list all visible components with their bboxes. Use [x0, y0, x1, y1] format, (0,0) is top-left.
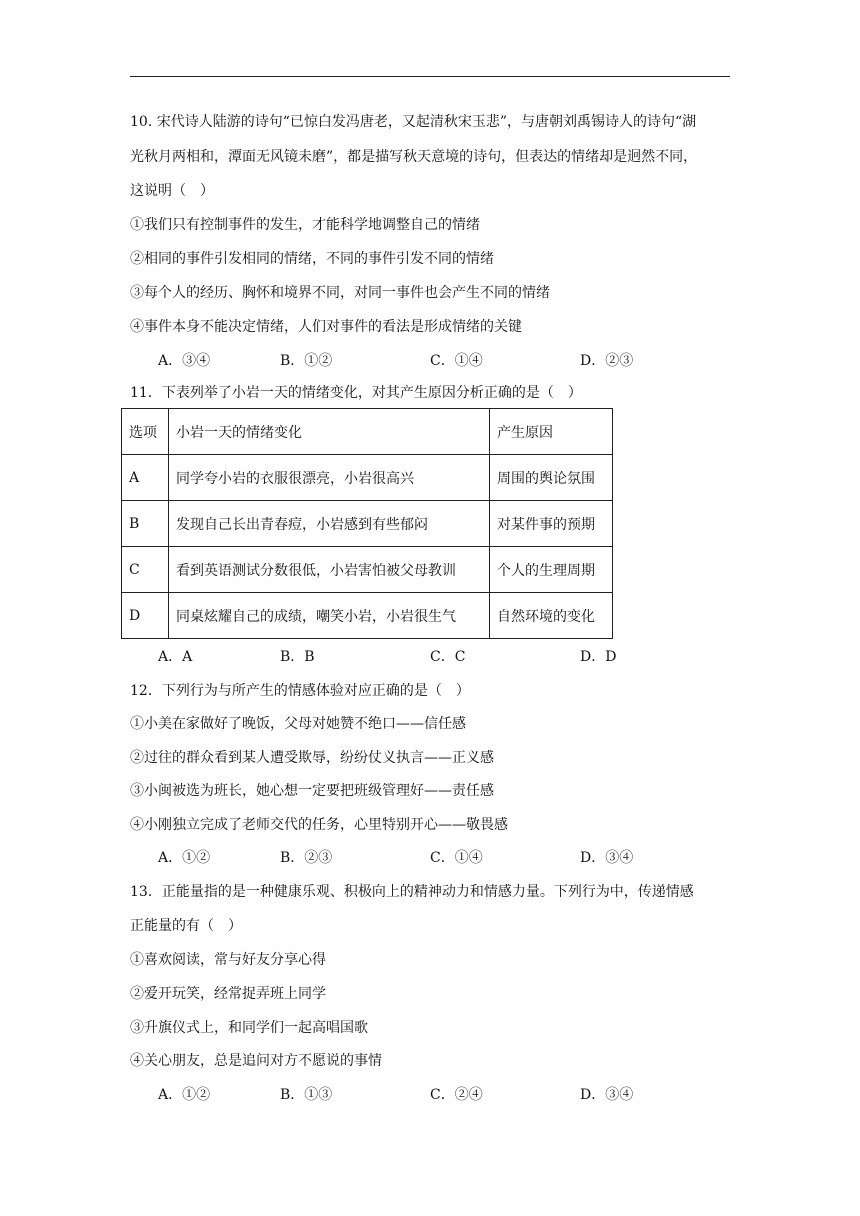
q12-option-a[interactable]: A．①② [158, 850, 211, 866]
table-cell: A [122, 455, 169, 501]
q13-stem-line-1: 13．正能量指的是一种健康乐观、积极向上的精神动力和情感力量。下列行为中，传递情感 [130, 884, 694, 900]
table-row [122, 593, 613, 639]
table-cell: 同桌炫耀自己的成绩，嘲笑小岩，小岩很生气 [169, 593, 490, 639]
q13-option-b[interactable]: B．①③ [280, 1087, 333, 1103]
q13-item-3: ③升旗仪式上，和同学们一起高唱国歌 [130, 1020, 368, 1036]
q12-item-2: ②过往的群众看到某人遭受欺辱，纷纷仗义执言——正义感 [130, 750, 494, 766]
table-row [122, 455, 613, 501]
q13-item-4: ④关心朋友，总是追问对方不愿说的事情 [130, 1053, 382, 1069]
header-rule [130, 76, 730, 77]
table-cell: 同学夸小岩的衣服很漂亮，小岩很高兴 [169, 455, 490, 501]
table-cell: C [122, 547, 169, 593]
table-header-cell: 产生原因 [490, 409, 613, 455]
table-row [122, 547, 613, 593]
q12-option-b[interactable]: B．②③ [280, 850, 333, 866]
q11-stem: 11．下表列举了小岩一天的情绪变化，对其产生原因分析正确的是（ ） [130, 385, 582, 401]
table-cell: 看到英语测试分数很低，小岩害怕被父母教训 [169, 547, 490, 593]
q10-item-2: ②相同的事件引发相同的情绪，不同的事件引发不同的情绪 [130, 251, 494, 267]
q13-option-a[interactable]: A．①② [158, 1087, 211, 1103]
q10-option-a[interactable]: A．③④ [158, 353, 211, 369]
q13-stem-line-2: 正能量的有（ ） [130, 918, 242, 934]
q10-option-d[interactable]: D．②③ [580, 353, 634, 369]
q12-stem: 12．下列行为与所产生的情感体验对应正确的是（ ） [130, 683, 470, 699]
q12-item-3: ③小闽被选为班长，她心想一定要把班级管理好——责任感 [130, 783, 494, 799]
q10-item-3: ③每个人的经历、胸怀和境界不同，对同一事件也会产生不同的情绪 [130, 285, 550, 301]
q12-item-4: ④小刚独立完成了老师交代的任务，心里特别开心——敬畏感 [130, 817, 508, 833]
q10-item-1: ①我们只有控制事件的发生，才能科学地调整自己的情绪 [130, 217, 480, 233]
q11-table [121, 408, 613, 639]
table-header-row [122, 409, 613, 455]
table-cell: D [122, 593, 169, 639]
q13-option-c[interactable]: C．②④ [430, 1087, 483, 1103]
q13-option-d[interactable]: D．③④ [580, 1087, 634, 1103]
q11-option-b[interactable]: B．B [280, 649, 315, 665]
table-cell: 个人的生理周期 [490, 547, 613, 593]
q13-item-1: ①喜欢阅读，常与好友分享心得 [130, 952, 326, 968]
q10-stem-line-2: 光秋月两相和，潭面无风镜未磨”，都是描写秋天意境的诗句，但表达的情绪却是迥然不同， [130, 149, 698, 165]
q13-item-2: ②爱开玩笑，经常捉弄班上同学 [130, 986, 326, 1002]
q12-option-c[interactable]: C．①④ [430, 850, 483, 866]
q10-stem-line-3: 这说明（ ） [130, 183, 214, 199]
table-cell: 发现自己长出青春痘，小岩感到有些郁闷 [169, 501, 490, 547]
q11-option-c[interactable]: C．C [430, 649, 466, 665]
q10-option-c[interactable]: C．①④ [430, 353, 483, 369]
table-row [122, 501, 613, 547]
q12-item-1: ①小美在家做好了晚饭，父母对她赞不绝口——信任感 [130, 716, 466, 732]
table-cell: B [122, 501, 169, 547]
q10-option-b[interactable]: B．①② [280, 353, 333, 369]
q10-item-4: ④事件本身不能决定情绪，人们对事件的看法是形成情绪的关键 [130, 319, 522, 335]
q10-stem-line-1: 10. 宋代诗人陆游的诗句“已惊白发冯唐老，又起清秋宋玉悲”，与唐朝刘禹锡诗人的诗句“湖 [130, 114, 697, 130]
table-cell: 对某件事的预期 [490, 501, 613, 547]
table-cell: 自然环境的变化 [490, 593, 613, 639]
q11-option-d[interactable]: D．D [580, 649, 617, 665]
q12-option-d[interactable]: D．③④ [580, 850, 634, 866]
table-header-cell: 小岩一天的情绪变化 [169, 409, 490, 455]
table-header-cell: 选项 [122, 409, 169, 455]
table-cell: 周围的舆论氛围 [490, 455, 613, 501]
q11-option-a[interactable]: A．A [158, 649, 193, 665]
